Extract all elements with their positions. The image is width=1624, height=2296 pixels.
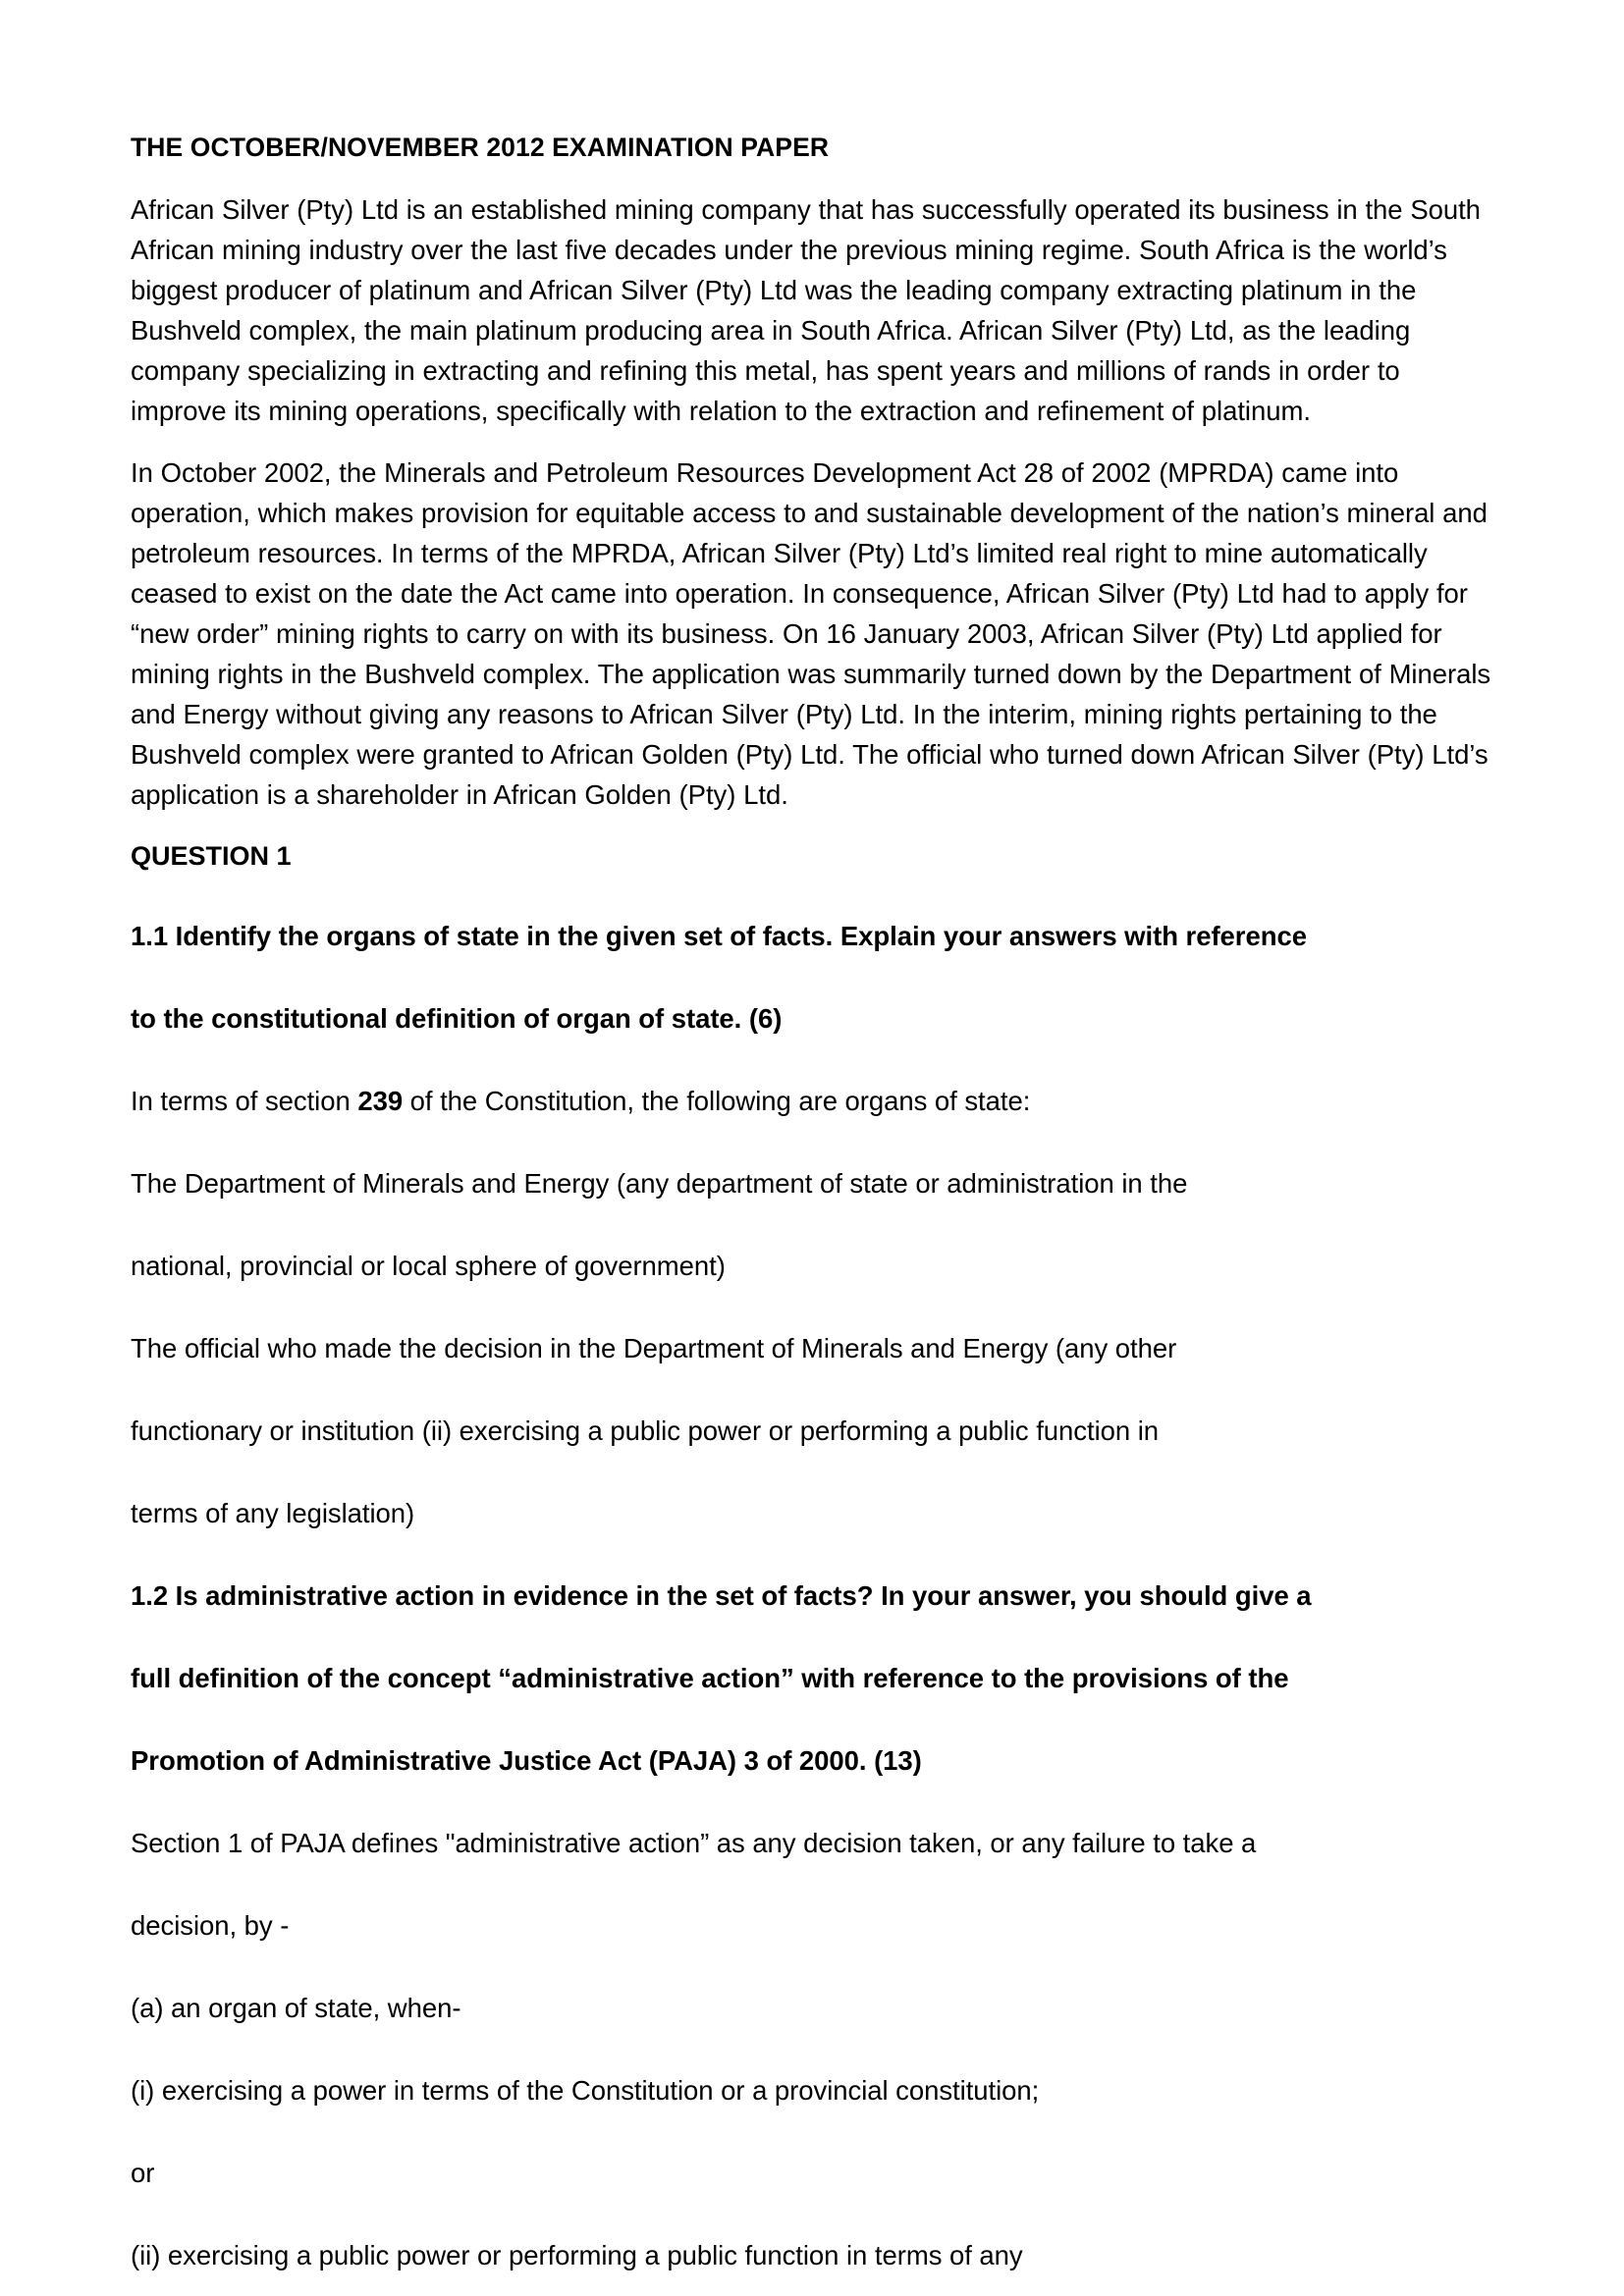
- intro-paragraph-1: African Silver (Pty) Ltd is an established mining company that has successfully operated its business in the South African mining industry over the last five decades under the previous mining regime. South Africa is the world’s biggest producer of platinum and African Silver (Pty) Ltd was the leading company extracting platinum in the Bushveld complex, the main platinum producing area in South Africa. African Silver (Pty) Ltd, as the leading company specializing in extracting and refining this metal, has spent years and millions of rands in order to improve its mining operations, specifically with relation to the extraction and refinement of platinum.: [131, 194, 1481, 426]
- section-number-emphasis: 239: [357, 1086, 404, 1116]
- question-1-2-prompt-line-1: 1.2 Is administrative action in evidence in the set of facts? In your answer, you should give a: [131, 1580, 1312, 1611]
- answer-1-1-line-1: [131, 1060, 1495, 1143]
- document-title: THE OCTOBER/NOVEMBER 2012 EXAMINATION PAPER: [131, 133, 830, 162]
- question-1-1-prompt-line-2: to the constitutional definition of organ of state. (6): [131, 1003, 783, 1034]
- answer-1-1-line-6: terms of any legislation): [131, 1498, 415, 1528]
- answer-1-1-line-3: national, provincial or local sphere of government): [131, 1251, 726, 1281]
- answer-1-2-line-1: Section 1 of PAJA defines "administrative action” as any decision taken, or any failure to take a: [131, 1828, 1257, 1858]
- intro-paragraph-2: In October 2002, the Minerals and Petroleum Resources Development Act 28 of 2002 (MPRDA) came into operation, which makes provision for equitable access to and sustainable development of the nation’s mineral and petroleum resources. In terms of the MPRDA, African Silver (Pty) Ltd’s limited real right to mine automatically ceased to exist on the date the Act came into operation. In consequence, African Silver (Pty) Ltd had to apply for “new order” mining rights to carry on with its business. On 16 January 2003, African Silver (Pty) Ltd applied for mining rights in the Bushveld complex. The application was summarily turned down by the Department of Minerals and Energy without giving any reasons to African Silver (Pty) Ltd. In the interim, mining rights pertaining to the Bushveld complex were granted to African Golden (Pty) Ltd. The official who turned down African Silver (Pty) Ltd’s application is a shareholder in African Golden (Pty) Ltd.: [131, 457, 1491, 810]
- answer-1-2-line-3: (a) an organ of state, when-: [131, 1993, 461, 2023]
- answer-1-2-line-2: decision, by -: [131, 1910, 290, 1941]
- question-1-2-prompt-line-3: Promotion of Administrative Justice Act (PAJA) 3 of 2000. (13): [131, 1745, 922, 1776]
- answer-1-1-line-4: The official who made the decision in the Department of Minerals and Energy (any other: [131, 1333, 1177, 1363]
- answer-1-1-line-5: functionary or institution (ii) exercising a public power or performing a public function in: [131, 1415, 1160, 1446]
- answer-text-pre: In terms of section: [131, 1086, 358, 1116]
- question-heading: QUESTION 1: [131, 841, 292, 871]
- question-1-2-prompt-line-2: full definition of the concept “administrative action” with reference to the provisions of the: [131, 1663, 1289, 1693]
- question-1-1-prompt-line-1: 1.1 Identify the organs of state in the given set of facts. Explain your answers with reference: [131, 921, 1307, 951]
- answer-1-2-line-6: (ii) exercising a public power or performing a public function in terms of any: [131, 2240, 1023, 2270]
- answer-1-2-line-4: (i) exercising a power in terms of the Constitution or a provincial constitution;: [131, 2075, 1040, 2106]
- document-body: [131, 129, 1495, 2296]
- answer-1-2-line-5: or: [131, 2158, 155, 2188]
- answer-1-1-line-2: The Department of Minerals and Energy (any department of state or administration in the: [131, 1168, 1188, 1199]
- answer-text-post: of the Constitution, the following are organs of state:: [403, 1086, 1031, 1116]
